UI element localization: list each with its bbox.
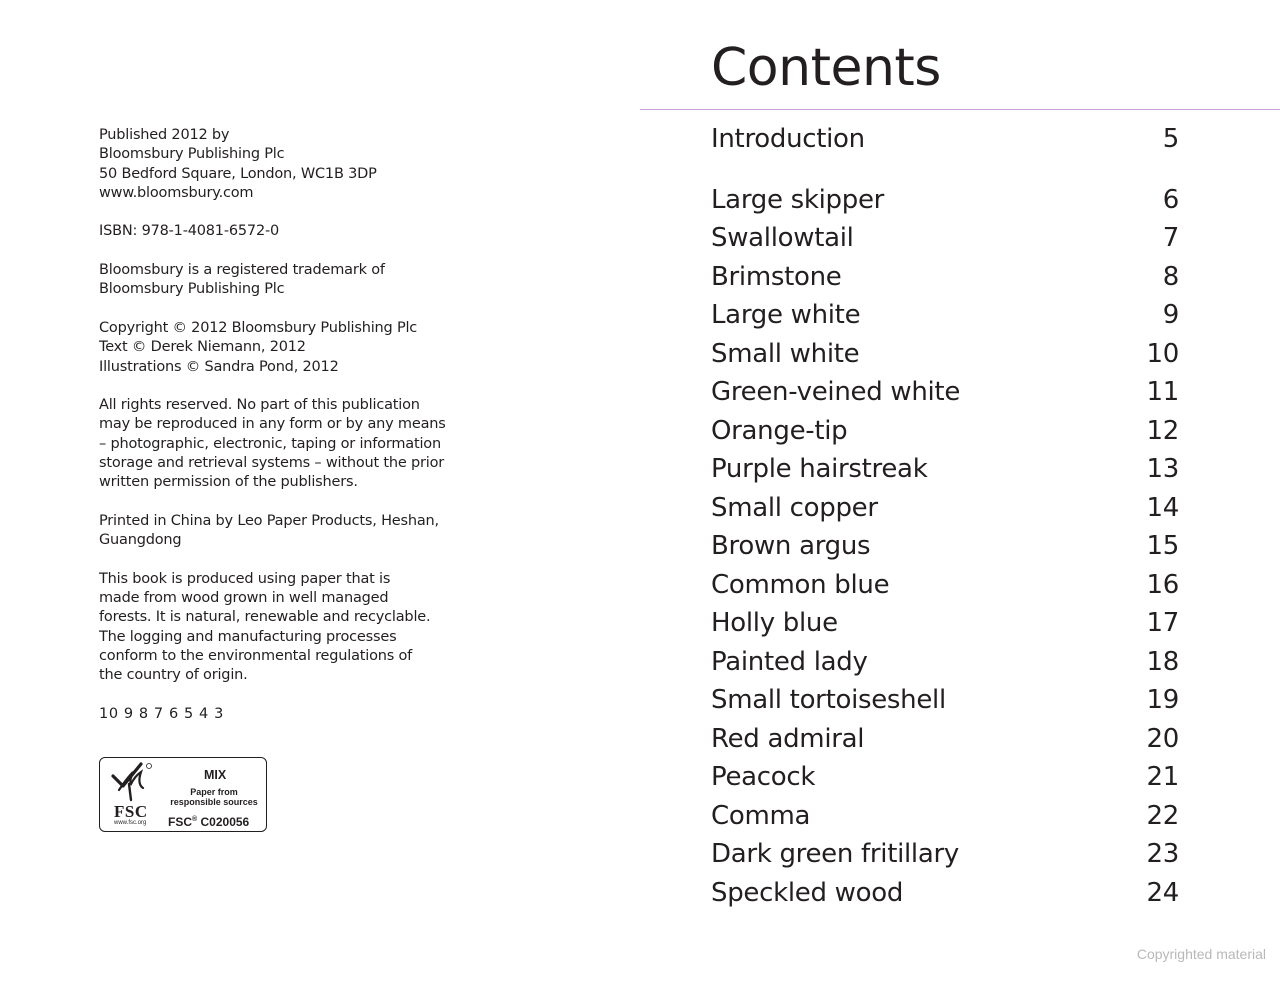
toc-entry (711, 835, 1181, 874)
toc-entry-title: Common blue (711, 569, 890, 600)
toc-entry-page: 6 (1162, 184, 1179, 215)
fsc-brand-text: FSC (114, 802, 148, 821)
imprint-paragraph (99, 222, 499, 241)
toc-entry (711, 643, 1181, 682)
toc-entry-title: Green-veined white (711, 377, 961, 407)
toc-entry-page: 15 (1146, 531, 1179, 561)
imprint-line: the country of origin. (99, 667, 248, 684)
imprint-line: This book is produced using paper that is (99, 570, 391, 587)
toc-entry (711, 335, 1181, 374)
toc-entry-title: Purple hairstreak (711, 454, 928, 484)
toc-entry (711, 296, 1181, 335)
heading-divider (640, 109, 1280, 110)
imprint-paragraph (99, 319, 499, 377)
imprint-line: Bloomsbury Publishing Plc (99, 146, 285, 163)
imprint-line: Guangdong (99, 532, 182, 549)
toc-entry-title: Peacock (711, 762, 816, 792)
imprint-line: 50 Bedford Square, London, WC1B 3DP (99, 165, 377, 182)
fsc-logo (99, 757, 267, 832)
toc-entry-page: 11 (1146, 377, 1179, 407)
toc-entry (711, 373, 1181, 412)
fsc-line1: Paper from (190, 787, 238, 797)
toc-entry (711, 797, 1181, 836)
imprint-line: The logging and manufacturing processes (99, 628, 397, 645)
toc-entry (711, 219, 1181, 258)
toc-entry (711, 681, 1181, 720)
imprint-line: may be reproduced in any form or by any means (99, 416, 446, 433)
toc-entry-title: Brown argus (711, 531, 871, 561)
toc-entry-title: Holly blue (711, 608, 838, 638)
toc-entry-title: Small white (711, 338, 860, 369)
fsc-tree-checkmark-icon (107, 762, 153, 804)
imprint-paragraph (99, 126, 499, 203)
toc-entry (711, 527, 1181, 566)
toc-entry-page: 13 (1146, 454, 1179, 484)
toc-entry-title: Large white (711, 300, 861, 330)
fsc-mix-label: MIX (204, 768, 227, 782)
imprint-line: forests. It is natural, renewable and recyclable. (99, 609, 431, 626)
toc-entry (711, 566, 1181, 605)
toc-entry (711, 412, 1181, 451)
toc-entry-page: 7 (1162, 223, 1179, 253)
imprint-line: Text © Derek Niemann, 2012 (99, 339, 306, 356)
imprint-line: Illustrations © Sandra Pond, 2012 (99, 358, 339, 375)
toc-entry-title: Small tortoiseshell (711, 685, 946, 715)
toc-entry (711, 604, 1181, 643)
imprint-line: made from wood grown in well managed (99, 590, 389, 607)
toc-entry (711, 874, 1181, 913)
toc-entry-title: Red admiral (711, 723, 865, 754)
toc-entry-page: 23 (1146, 839, 1179, 869)
toc-entry (711, 181, 1181, 220)
imprint-line: All rights reserved. No part of this publication (99, 397, 420, 414)
imprint-line: storage and retrieval systems – without the prior (99, 455, 445, 472)
toc-entry (711, 120, 1181, 159)
imprint-line: – photographic, electronic, taping or information (99, 435, 441, 452)
toc-entry-page: 21 (1146, 762, 1179, 792)
imprint-line: Bloomsbury Publishing Plc (99, 281, 285, 298)
imprint-page (99, 126, 499, 744)
toc-entry-title: Introduction (711, 124, 865, 154)
toc-entry-title: Speckled wood (711, 877, 904, 908)
toc-entry-title: Swallowtail (711, 223, 854, 253)
toc-entry-page: 10 (1146, 338, 1179, 369)
imprint-line: written permission of the publishers. (99, 474, 358, 491)
toc-entry-page: 17 (1146, 608, 1179, 638)
toc-entry (711, 450, 1181, 489)
toc-entry (711, 720, 1181, 759)
toc-entry-page: 19 (1146, 685, 1179, 715)
toc-entry-page: 22 (1146, 800, 1179, 831)
toc-entry-title: Orange-tip (711, 415, 848, 446)
toc-entry (711, 489, 1181, 528)
imprint-paragraph (99, 512, 499, 551)
toc-entry-page: 20 (1146, 723, 1179, 754)
imprint-paragraph (99, 570, 499, 686)
toc-entry-title: Small copper (711, 492, 878, 523)
toc-entry-page: 9 (1162, 300, 1179, 330)
imprint-line: 10 9 8 7 6 5 4 3 (99, 705, 224, 722)
fsc-url: www.fsc.org (114, 820, 147, 826)
toc-entry-page: 18 (1146, 646, 1179, 677)
imprint-line: Printed in China by Leo Paper Products, Heshan, (99, 512, 439, 529)
toc-entry-title: Large skipper (711, 184, 885, 215)
toc-entry-title: Dark green fritillary (711, 839, 959, 869)
imprint-paragraph (99, 705, 499, 724)
imprint-paragraph (99, 396, 499, 492)
imprint-line: conform to the environmental regulations of (99, 648, 413, 665)
fsc-line2: responsible sources (170, 797, 258, 807)
toc-entry (711, 258, 1181, 297)
toc-entry-page: 24 (1146, 877, 1179, 908)
imprint-line: Bloomsbury is a registered trademark of (99, 262, 385, 279)
contents-heading: Contents (711, 38, 941, 98)
toc-entry-page: 8 (1162, 261, 1179, 292)
copyright-watermark: Copyrighted material (1136, 946, 1266, 962)
fsc-license-code: FSC® C020056 (168, 815, 250, 829)
toc-entry-page: 14 (1146, 492, 1179, 523)
imprint-line: Published 2012 by (99, 127, 230, 143)
toc-entry-title: Painted lady (711, 646, 868, 677)
toc-entry-title: Brimstone (711, 261, 842, 292)
imprint-line: Copyright © 2012 Bloomsbury Publishing Plc (99, 319, 418, 336)
toc-entry-title: Comma (711, 800, 811, 831)
imprint-line: www.bloomsbury.com (99, 184, 254, 201)
toc-entry-page: 12 (1146, 415, 1179, 446)
toc-entry-page: 16 (1146, 569, 1179, 600)
toc-entry (711, 758, 1181, 797)
table-of-contents (711, 120, 1181, 912)
imprint-line: ISBN: 978-1-4081-6572-0 (99, 223, 280, 240)
imprint-paragraph (99, 261, 499, 300)
toc-entry-page: 5 (1162, 124, 1179, 154)
